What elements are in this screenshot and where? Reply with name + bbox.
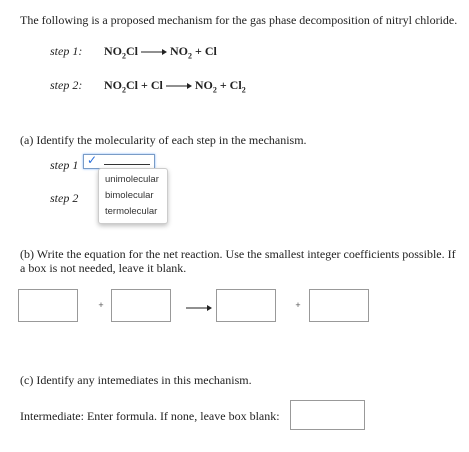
product-box-2[interactable]	[309, 289, 369, 322]
option-bimolecular[interactable]: bimolecular	[105, 190, 154, 201]
reaction-arrow-icon	[186, 301, 212, 316]
reaction-arrow-icon	[141, 48, 167, 56]
reactant-box-2[interactable]	[111, 289, 171, 322]
intermediate-input[interactable]	[290, 400, 365, 430]
part-a-question: (a) Identify the molecularity of each step in the mechanism.	[20, 133, 307, 147]
plus-sign: +	[98, 300, 104, 310]
product-box-1[interactable]	[216, 289, 276, 322]
checkmark-icon: ✓	[87, 153, 98, 167]
part-b-question: (b) Write the equation for the net reaction. Use the smallest integer coefficients possible. If a box is not needed, leave it blank.	[20, 247, 456, 275]
option-unimolecular[interactable]: unimolecular	[105, 174, 159, 185]
option-termolecular[interactable]: termolecular	[105, 206, 158, 217]
step1-molecularity-dropdown[interactable]	[83, 154, 155, 169]
mechanism-step1-label: step 1:	[50, 44, 83, 58]
mechanism-step1-equation: $NO_2Cl$ $NO_2 + Cl$	[104, 44, 217, 61]
part-c-question: (c) Identify any intemediates in this mechanism.	[20, 373, 252, 387]
reaction-arrow-icon	[166, 82, 192, 90]
reactant-box-1[interactable]	[18, 289, 78, 322]
plus-sign: +	[295, 300, 301, 310]
molecularity-options-menu	[98, 168, 168, 224]
intro-text: The following is a proposed mechanism for the gas phase decomposition of nitryl chloride.	[20, 13, 458, 27]
part-a-step1-label: step 1	[50, 158, 79, 172]
intermediate-prompt: Intermediate: Enter formula. If none, leave box blank:	[20, 409, 280, 423]
part-a-step2-label: step 2	[50, 191, 79, 205]
mechanism-step2-label: step 2:	[50, 78, 83, 92]
mechanism-step2-equation: $NO_2Cl + Cl$ $NO_2 + Cl_2$	[104, 78, 246, 95]
